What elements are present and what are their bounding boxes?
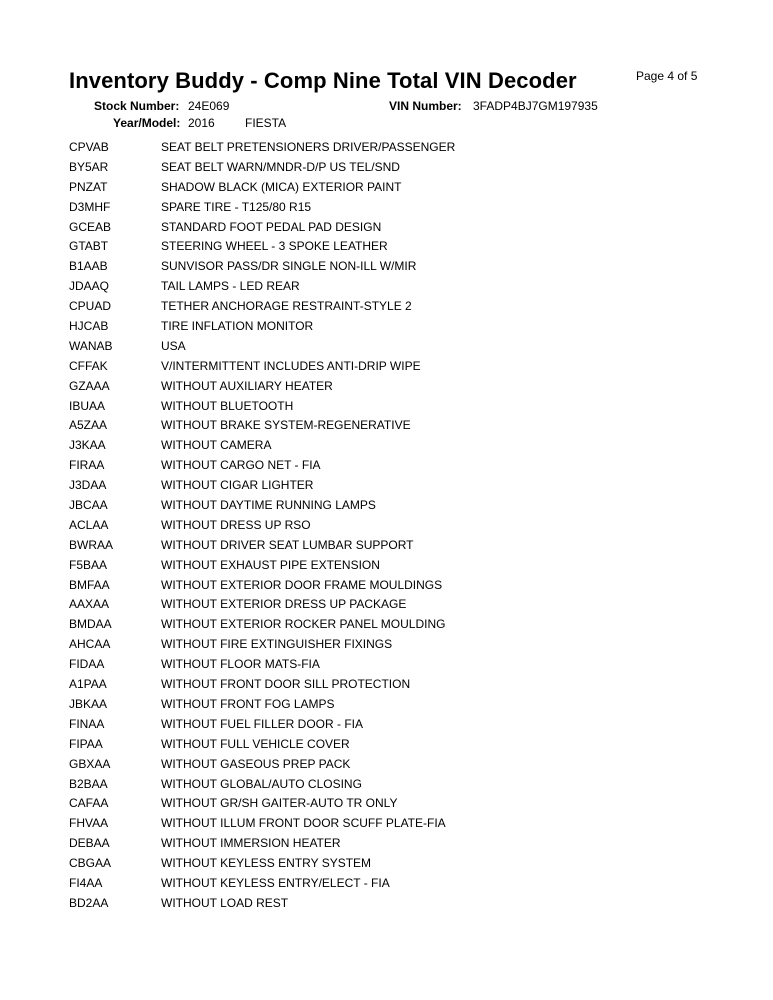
option-code: CPVAB [69,140,109,154]
option-code: AHCAA [69,637,111,652]
option-code: BD2AA [69,895,109,910]
option-code: HJCAB [69,319,109,334]
option-description: WITHOUT KEYLESS ENTRY SYSTEM [161,856,372,871]
option-description: WITHOUT FUEL FILLER DOOR - FIA [161,716,364,731]
option-code: A5ZAA [69,418,108,433]
option-code: GZAAA [69,378,110,393]
option-description: WITHOUT IMMERSION HEATER [161,836,341,851]
option-code: D3MHF [69,199,111,214]
vin-number-label: VIN Number: [389,99,462,113]
option-description: WITHOUT CAMERA [161,438,272,453]
option-description: SHADOW BLACK (MICA) EXTERIOR PAINT [161,179,402,194]
option-description: SUNVISOR PASS/DR SINGLE NON-ILL W/MIR [161,259,417,274]
option-description: STEERING WHEEL - 3 SPOKE LEATHER [161,239,388,254]
option-description: WITHOUT EXHAUST PIPE EXTENSION [161,557,380,572]
option-code: IBUAA [69,398,106,413]
option-description: WITHOUT FRONT DOOR SILL PROTECTION [161,677,411,692]
page-title: Inventory Buddy - Comp Nine Total VIN Decoder [69,68,577,93]
option-code: JBCAA [69,498,108,513]
option-code: GBXAA [69,756,111,771]
option-description: WITHOUT GASEOUS PREP PACK [161,756,351,771]
option-code: GTABT [69,239,109,254]
option-description: SEAT BELT WARN/MNDR-D/P US TEL/SND [161,159,400,174]
option-code: BY5AR [69,159,109,174]
option-description: WITHOUT FULL VEHICLE COVER [161,736,350,751]
option-description: WITHOUT CARGO NET - FIA [161,458,321,473]
option-code: A1PAA [69,677,107,692]
option-code: FHVAA [69,816,109,831]
option-code: CAFAA [69,796,109,811]
option-description: WITHOUT DRIVER SEAT LUMBAR SUPPORT [161,537,414,552]
page-number: Page 4 of 5 [636,69,698,83]
option-description: WITHOUT EXTERIOR DRESS UP PACKAGE [161,597,407,612]
option-code: FIPAA [69,736,103,751]
option-code: FI4AA [69,875,103,890]
option-code: DEBAA [69,836,110,851]
option-code: JDAAQ [69,279,110,294]
model-value: FIESTA [245,116,287,130]
option-description: WITHOUT ILLUM FRONT DOOR SCUFF PLATE-FIA [161,816,446,831]
option-code: CPUAD [69,299,112,314]
option-description: WITHOUT EXTERIOR DOOR FRAME MOULDINGS [161,577,443,592]
option-description: WITHOUT FIRE EXTINGUISHER FIXINGS [161,637,393,652]
option-code: CBGAA [69,856,112,871]
option-code: AAXAA [69,597,110,612]
option-description: WITHOUT GR/SH GAITER-AUTO TR ONLY [161,796,398,811]
option-code: GCEAB [69,219,112,234]
option-code: PNZAT [69,179,108,194]
vin-number-value: 3FADP4BJ7GM197935 [473,99,598,113]
option-code: FIDAA [69,657,105,672]
option-code: B1AAB [69,259,108,274]
option-code: ACLAA [69,517,109,532]
option-code: CFFAK [69,358,108,373]
option-description: WITHOUT BRAKE SYSTEM-REGENERATIVE [161,418,411,433]
option-description: WITHOUT BLUETOOTH [161,398,294,413]
option-description: WITHOUT AUXILIARY HEATER [161,378,333,393]
option-code: B2BAA [69,776,108,791]
option-description: SPARE TIRE - T125/80 R15 [161,199,312,214]
option-description: WITHOUT EXTERIOR ROCKER PANEL MOULDING [161,617,446,632]
option-description: V/INTERMITTENT INCLUDES ANTI-DRIP WIPE [161,358,421,373]
option-code: F5BAA [69,557,108,572]
option-description: WITHOUT GLOBAL/AUTO CLOSING [161,776,362,791]
option-description: WITHOUT DRESS UP RSO [161,517,311,532]
option-code: J3DAA [69,478,107,493]
option-description: TETHER ANCHORAGE RESTRAINT-STYLE 2 [161,299,412,314]
option-description: TIRE INFLATION MONITOR [161,319,314,334]
option-description: STANDARD FOOT PEDAL PAD DESIGN [161,219,382,234]
option-code: BWRAA [69,537,114,552]
option-code: WANAB [69,338,113,353]
option-description: WITHOUT DAYTIME RUNNING LAMPS [161,498,376,513]
option-code: J3KAA [69,438,106,453]
option-description: WITHOUT KEYLESS ENTRY/ELECT - FIA [161,875,390,890]
option-code: JBKAA [69,696,108,711]
option-description: SEAT BELT PRETENSIONERS DRIVER/PASSENGER [161,140,456,154]
option-code: BMFAA [69,577,110,592]
stock-number-label: Stock Number: [94,99,180,113]
year-model-label: Year/Model: [113,116,181,130]
option-description: WITHOUT LOAD REST [161,895,289,910]
stock-number-value: 24E069 [188,99,230,113]
year-value: 2016 [188,116,215,130]
option-code: FIRAA [69,458,105,473]
option-description: TAIL LAMPS - LED REAR [161,279,300,294]
option-code: FINAA [69,716,105,731]
option-description: WITHOUT FLOOR MATS-FIA [161,657,320,672]
option-description: USA [161,338,186,353]
option-description: WITHOUT CIGAR LIGHTER [161,478,314,493]
option-code: BMDAA [69,617,112,632]
option-description: WITHOUT FRONT FOG LAMPS [161,696,335,711]
